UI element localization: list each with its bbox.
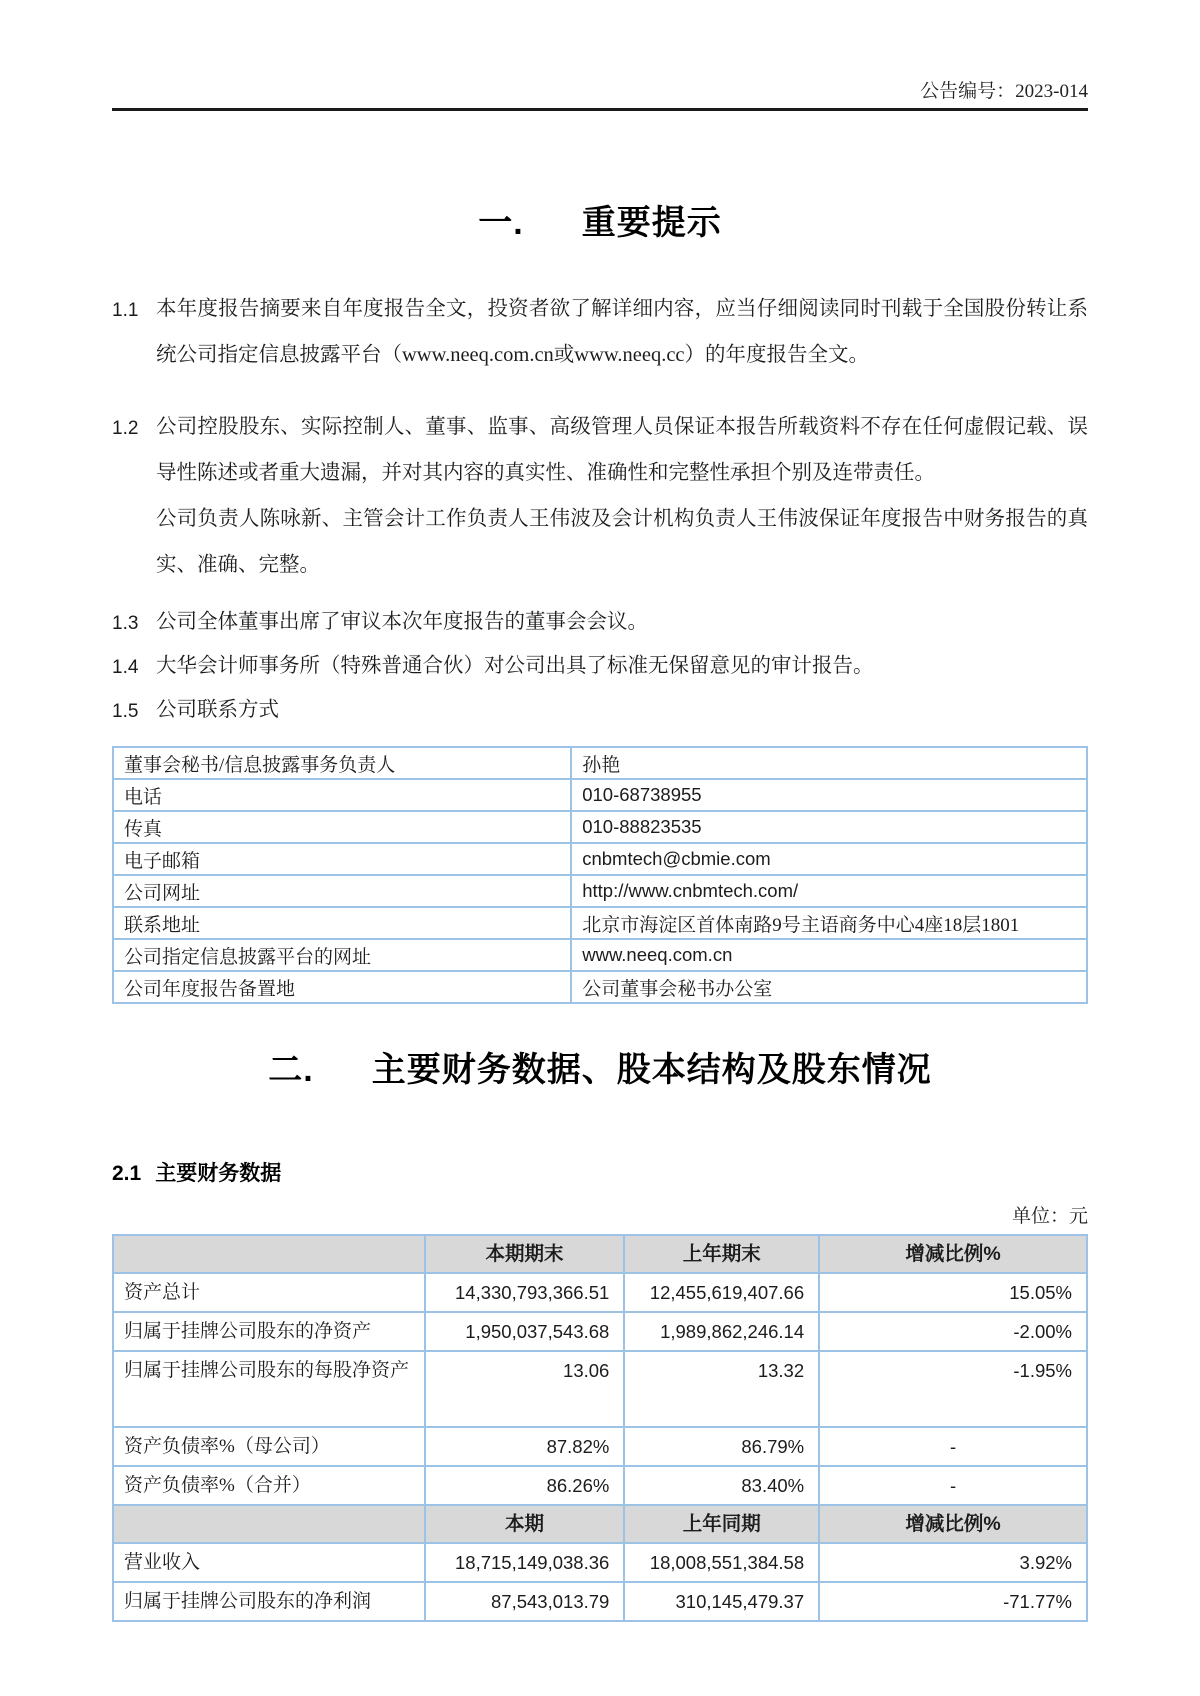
financial-label-cell: 资产负债率%（合并）: [113, 1466, 425, 1505]
contact-value-cell: 北京市海淀区首体南路9号主语商务中心4座18层1801: [571, 907, 1087, 939]
paragraph-1-3: [112, 602, 1088, 644]
financial-value-cell: 14,330,793,366.51: [425, 1273, 625, 1312]
financial-value-cell: 86.79%: [624, 1427, 819, 1466]
subsection-number: 2.1: [112, 1162, 142, 1185]
financial-value-cell: -71.77%: [819, 1582, 1087, 1621]
page-content: [112, 0, 1088, 1622]
paragraph-number: 1.3: [112, 613, 139, 634]
paragraph-text: 大华会计师事务所（特殊普通合伙）对公司出具了标准无保留意见的审计报告。: [156, 655, 874, 677]
financial-label-cell: 归属于挂牌公司股东的净资产: [113, 1312, 425, 1351]
subsection-title: 主要财务数据: [155, 1162, 282, 1185]
financial-header-row-2: [113, 1505, 1087, 1543]
financial-value-cell: 310,145,479.37: [624, 1582, 819, 1621]
contact-label-cell: 公司指定信息披露平台的网址: [113, 939, 571, 971]
paragraph-1-2-part1: 公司控股股东、实际控制人、董事、监事、高级管理人员保证本报告所载资料不存在任何虚假记载、误导性陈述或者重大遗漏，并对其内容的真实性、准确性和完整性承担个别及连带责任。: [156, 416, 1088, 484]
contact-label-cell: 传真: [113, 811, 571, 843]
table-row: [113, 1351, 1087, 1427]
financial-data-table: [112, 1234, 1088, 1622]
section2-heading-title: 主要财务数据、股本结构及股东情况: [371, 1051, 932, 1089]
financial-label-cell: 营业收入: [113, 1543, 425, 1582]
financial-value-cell: 12,455,619,407.66: [624, 1273, 819, 1312]
financial-value-cell: 1,989,862,246.14: [624, 1312, 819, 1351]
financial-value-cell: 13.32: [624, 1351, 819, 1427]
table-row: [113, 843, 1087, 875]
paragraph-1-5: [112, 690, 1088, 732]
contact-value-cell: 010-68738955: [571, 779, 1087, 811]
financial-value-cell: 18,715,149,038.36: [425, 1543, 625, 1582]
table-row: [113, 1312, 1087, 1351]
contact-label-cell: 联系地址: [113, 907, 571, 939]
section1-heading-number: 一.: [478, 204, 524, 242]
paragraph-number: 1.2: [112, 418, 139, 439]
header-empty-cell: [113, 1505, 425, 1543]
financial-value-cell: 87,543,013.79: [425, 1582, 625, 1621]
paragraph-number: 1.1: [112, 300, 139, 321]
section1-heading-title: 重要提示: [581, 204, 722, 242]
table-row: [113, 1273, 1087, 1312]
table-row: [113, 875, 1087, 907]
paragraph-text: [156, 404, 1088, 588]
section2-heading: [112, 1042, 1088, 1091]
contact-value-cell: 公司董事会秘书办公室: [571, 971, 1087, 1003]
financial-label-cell: 归属于挂牌公司股东的每股净资产: [113, 1351, 425, 1427]
financial-header-row-1: [113, 1235, 1087, 1273]
paragraph-text: 本年度报告摘要来自年度报告全文，投资者欲了解详细内容，应当仔细阅读同时刊载于全国股份转让系统公司指定信息披露平台（www.neeq.com.cn或www.neeq.cc）的年度报告全文。: [156, 298, 1088, 366]
financial-value-cell: 15.05%: [819, 1273, 1087, 1312]
financial-value-cell: 87.82%: [425, 1427, 625, 1466]
paragraph-1-1: [112, 286, 1088, 378]
section2-heading-number: 二.: [268, 1051, 314, 1089]
financial-label-cell: 资产负债率%（母公司）: [113, 1427, 425, 1466]
paragraph-number: 1.4: [112, 657, 139, 678]
table-row: [113, 1582, 1087, 1621]
financial-value-cell: -1.95%: [819, 1351, 1087, 1427]
contact-label-cell: 公司年度报告备置地: [113, 971, 571, 1003]
header-cell: 本期: [425, 1505, 625, 1543]
table-row: [113, 779, 1087, 811]
section1-heading: [112, 195, 1088, 244]
financial-value-cell: -2.00%: [819, 1312, 1087, 1351]
table-row: [113, 747, 1087, 779]
paragraph-1-2-part2: 公司负责人陈咏新、主管会计工作负责人王伟波及会计机构负责人王伟波保证年度报告中财务报告的真实、准确、完整。: [156, 508, 1088, 576]
table-row: [113, 907, 1087, 939]
financial-value-cell: -: [819, 1466, 1087, 1505]
financial-value-cell: 13.06: [425, 1351, 625, 1427]
table-row: [113, 1543, 1087, 1582]
contact-value-cell: 010-88823535: [571, 811, 1087, 843]
financial-value-cell: 83.40%: [624, 1466, 819, 1505]
header-cell: 本期期末: [425, 1235, 625, 1273]
contact-label-cell: 电话: [113, 779, 571, 811]
table-row: [113, 1466, 1087, 1505]
contact-value-cell: www.neeq.com.cn: [571, 939, 1087, 971]
header-divider: [112, 108, 1088, 111]
paragraph-text: 公司联系方式: [156, 699, 279, 721]
header-cell: 上年期末: [624, 1235, 819, 1273]
contact-value-cell: http://www.cnbmtech.com/: [571, 875, 1087, 907]
paragraph-1-2: [112, 404, 1088, 588]
table-row: [113, 971, 1087, 1003]
contact-label-cell: 电子邮箱: [113, 843, 571, 875]
unit-label: 单位：元: [1011, 1206, 1088, 1227]
financial-value-cell: 86.26%: [425, 1466, 625, 1505]
contact-value-cell: 孙艳: [571, 747, 1087, 779]
paragraph-1-4: [112, 646, 1088, 688]
financial-label-cell: 资产总计: [113, 1273, 425, 1312]
paragraph-number: 1.5: [112, 701, 139, 722]
header-cell: 上年同期: [624, 1505, 819, 1543]
financial-value-cell: 1,950,037,543.68: [425, 1312, 625, 1351]
financial-value-cell: 3.92%: [819, 1543, 1087, 1582]
financial-value-cell: -: [819, 1427, 1087, 1466]
header-cell: 增减比例%: [819, 1235, 1087, 1273]
contact-info-table: [112, 746, 1088, 1004]
table-row: [113, 939, 1087, 971]
contact-label-cell: 董事会秘书/信息披露事务负责人: [113, 747, 571, 779]
table-row: [113, 1427, 1087, 1466]
contact-value-cell: cnbmtech@cbmie.com: [571, 843, 1087, 875]
header-cell: 增减比例%: [819, 1505, 1087, 1543]
financial-value-cell: 18,008,551,384.58: [624, 1543, 819, 1582]
contact-label-cell: 公司网址: [113, 875, 571, 907]
subsection-2-1-heading: [112, 1157, 1088, 1187]
financial-label-cell: 归属于挂牌公司股东的净利润: [113, 1582, 425, 1621]
header-empty-cell: [113, 1235, 425, 1273]
table-row: [113, 811, 1087, 843]
paragraph-text: 公司全体董事出席了审议本次年度报告的董事会会议。: [156, 611, 648, 633]
announcement-number: 公告编号：2023-014: [920, 81, 1088, 102]
